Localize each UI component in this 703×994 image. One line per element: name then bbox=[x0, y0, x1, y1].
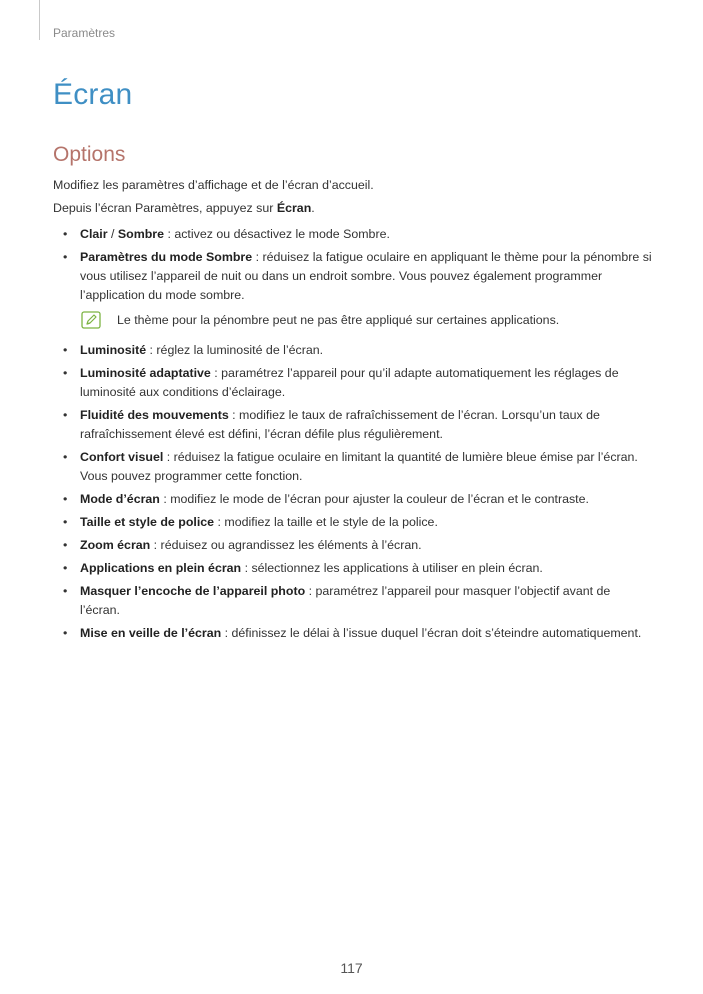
intro-line-2-suffix: . bbox=[311, 201, 315, 215]
intro-line-2 bbox=[53, 200, 315, 216]
page-title: Écran bbox=[53, 78, 133, 111]
item-term: Masquer l’encoche de l’appareil photo bbox=[80, 584, 306, 598]
options-list-a bbox=[53, 225, 653, 309]
running-header: Paramètres bbox=[53, 26, 116, 40]
list-item-luminosite-adaptative bbox=[53, 364, 653, 402]
note-text: Le thème pour la pénombre peut ne pas être appliqué sur certaines applications. bbox=[117, 313, 560, 327]
intro-line-2-bold: Écran bbox=[276, 201, 312, 215]
list-item-clair-sombre bbox=[53, 225, 653, 244]
note bbox=[81, 311, 641, 331]
item-term: Mode d’écran bbox=[80, 492, 160, 506]
list-item-luminosite bbox=[53, 341, 653, 360]
item-description: : sélectionnez les applications à utiliser en plein écran. bbox=[241, 561, 543, 575]
item-separator: / bbox=[107, 227, 118, 241]
item-term: Taille et style de police bbox=[80, 515, 215, 529]
item-description: : paramétrez l’appareil pour masquer l’objectif avant de l’écran. bbox=[80, 584, 611, 617]
item-description: : réduisez la fatigue oculaire en appliquant le thème pour la pénombre si vous utilisez l’appareil de nuit ou dans un endroit sombre. Vous pouvez également programmer l’application du mode sombre. bbox=[80, 250, 652, 302]
note-pencil-icon bbox=[81, 311, 101, 329]
item-description: : définissez le délai à l’issue duquel l’écran doit s’éteindre automatiquement. bbox=[221, 626, 642, 640]
intro-line-2-prefix: Depuis l’écran Paramètres, appuyez sur bbox=[53, 201, 277, 215]
section-title: Options bbox=[53, 143, 126, 166]
item-description: : modifiez la taille et le style de la police. bbox=[214, 515, 438, 529]
list-item-fluidite bbox=[53, 406, 653, 444]
item-term: Zoom écran bbox=[80, 538, 151, 552]
item-term: Confort visuel bbox=[80, 450, 164, 464]
item-term: Clair bbox=[80, 227, 108, 241]
list-item-police bbox=[53, 513, 653, 532]
item-description: : réduisez la fatigue oculaire en limitant la quantité de lumière bleue émise par l’écran. Vous pouvez programmer cette fonction. bbox=[80, 450, 638, 483]
list-item-mode-ecran bbox=[53, 490, 653, 509]
item-description: : activez ou désactivez le mode Sombre. bbox=[164, 227, 390, 241]
item-term: Fluidité des mouvements bbox=[80, 408, 229, 422]
margin-rule bbox=[39, 0, 40, 40]
list-item-dark-mode-settings bbox=[53, 248, 653, 305]
item-term: Applications en plein écran bbox=[80, 561, 242, 575]
item-term: Mise en veille de l’écran bbox=[80, 626, 222, 640]
options-list-b bbox=[53, 341, 653, 647]
item-description: : paramétrez l’appareil pour qu’il adapte automatiquement les réglages de luminosité aux conditions d’éclairage. bbox=[80, 366, 619, 399]
list-item-zoom bbox=[53, 536, 653, 555]
item-description: : modifiez le mode de l’écran pour ajuster la couleur de l’écran et le contraste. bbox=[159, 492, 589, 506]
list-item-plein-ecran bbox=[53, 559, 653, 578]
item-description: : réglez la luminosité de l’écran. bbox=[146, 343, 324, 357]
item-term: Paramètres du mode Sombre bbox=[80, 250, 253, 264]
list-item-encoche bbox=[53, 582, 653, 620]
page-number: 117 bbox=[340, 960, 363, 976]
item-description: : modifiez le taux de rafraîchissement de l’écran. Lorsqu’un taux de rafraîchissement élevé est défini, l’écran défile plus régulièrement. bbox=[80, 408, 600, 441]
item-term-2: Sombre bbox=[117, 227, 165, 241]
list-item-confort-visuel bbox=[53, 448, 653, 486]
list-item-mise-en-veille bbox=[53, 624, 653, 643]
intro-line-1: Modifiez les paramètres d’affichage et de l’écran d’accueil. bbox=[53, 178, 374, 192]
item-term: Luminosité adaptative bbox=[80, 366, 211, 380]
item-description: : réduisez ou agrandissez les éléments à l’écran. bbox=[150, 538, 422, 552]
item-term: Luminosité bbox=[80, 343, 147, 357]
